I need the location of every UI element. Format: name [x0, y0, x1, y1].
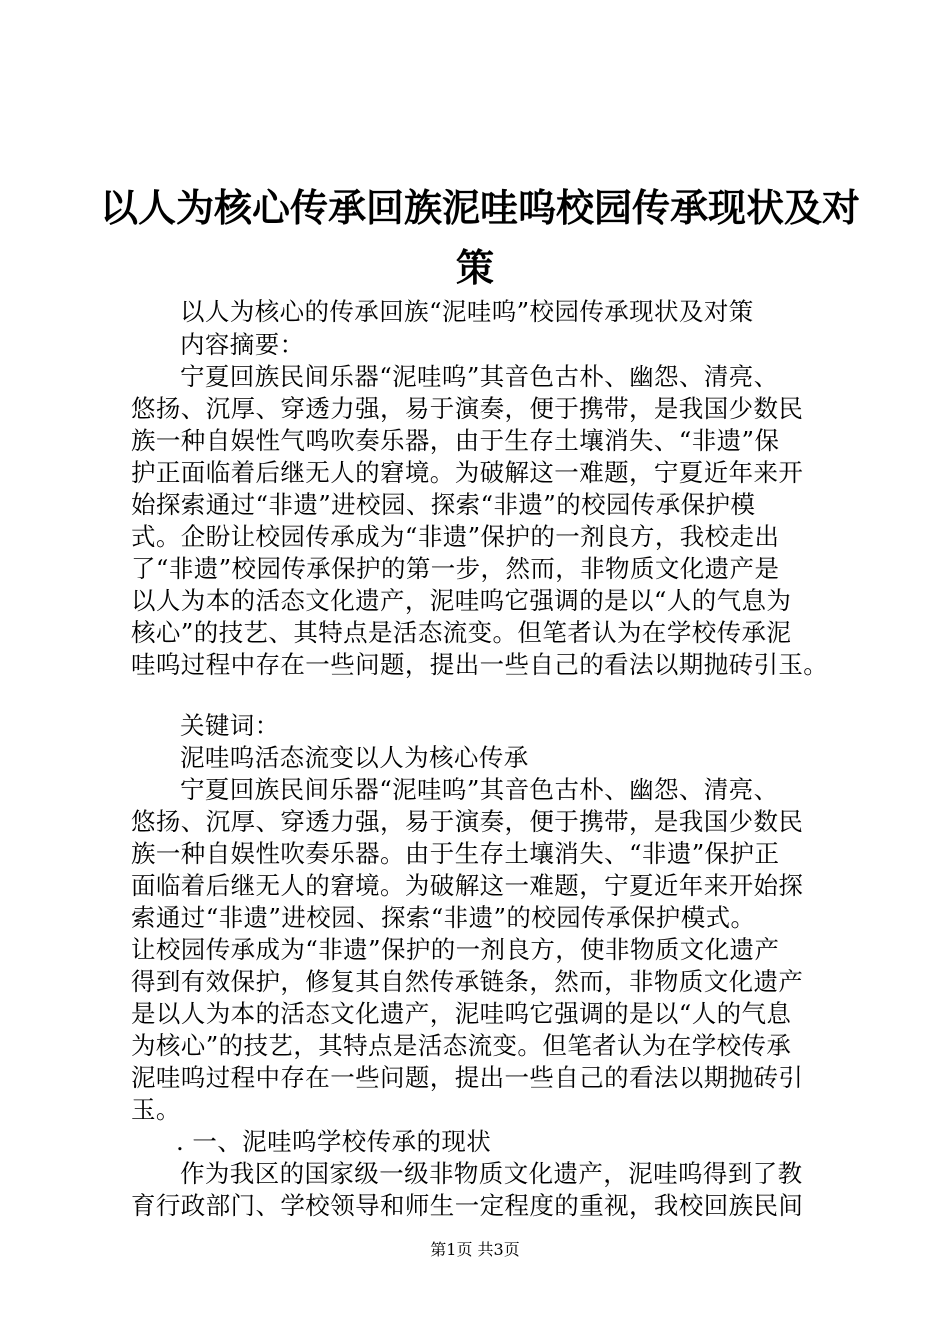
- document-title-line-2: 策: [455, 245, 494, 290]
- body-line: 泥哇呜过程中存在一些问题，提出一些自己的看法以期抛砖引: [131, 1063, 804, 1092]
- body-line: 作为我区的国家级一级非物质文化遗产，泥哇呜得到了教: [180, 1159, 803, 1188]
- body-line: 育行政部门、学校领导和师生一定程度的重视，我校回族民间: [131, 1191, 804, 1220]
- body-line: 让校园传承成为“非遗”保护的一剂良方，使非物质文化遗产: [131, 935, 780, 964]
- abstract-line: 护正面临着后继无人的窘境。为破解这一难题，宁夏近年来开: [131, 458, 804, 487]
- body-line: 得到有效保护，修复其自然传承链条，然而，非物质文化遗产: [131, 967, 804, 996]
- body-line: 族一种自娱性吹奏乐器。由于生存土壤消失、“非遗”保护正: [131, 839, 780, 868]
- abstract-line: 悠扬、沉厚、穿透力强，易于演奏，便于携带，是我国少数民: [131, 394, 804, 423]
- subtitle: 以人为核心的传承回族“泥哇呜”校园传承现状及对策: [180, 297, 754, 326]
- abstract-line: 哇呜过程中存在一些问题，提出一些自己的看法以期抛砖引玉。: [131, 650, 829, 679]
- abstract-heading: 内容摘要：: [180, 330, 305, 359]
- body-line: 索通过“非遗”进校园、探索“非遗”的校园传承保护模式。: [131, 903, 756, 932]
- keywords-line: 泥哇呜活态流变以人为核心传承: [180, 743, 529, 772]
- body-line: 是以人为本的活态文化遗产，泥哇呜它强调的是以“人的气息: [131, 999, 792, 1028]
- abstract-line: 以人为本的活态文化遗产，泥哇呜它强调的是以“人的气息为: [131, 586, 792, 615]
- body-line: 为核心”的技艺，其特点是活态流变。但笔者认为在学校传承: [131, 1031, 792, 1060]
- abstract-line: 宁夏回族民间乐器“泥哇呜”其音色古朴、幽怨、清亮、: [180, 362, 779, 391]
- keywords-heading: 关键词：: [180, 711, 280, 740]
- page-number-footer: 第1页 共3页: [430, 1240, 520, 1259]
- abstract-line: 式。企盼让校园传承成为“非遗”保护的一剂良方，我校走出: [131, 522, 780, 551]
- document-title-line-1: 以人为核心传承回族泥哇呜校园传承现状及对: [100, 185, 861, 230]
- abstract-line: 了“非遗”校园传承保护的第一步，然而，非物质文化遗产是: [131, 554, 780, 583]
- body-line: 面临着后继无人的窘境。为破解这一难题，宁夏近年来开始探: [131, 871, 804, 900]
- section-heading: . 一、泥哇呜学校传承的现状: [176, 1127, 492, 1156]
- abstract-line: 族一种自娱性气鸣吹奏乐器，由于生存土壤消失、“非遗”保: [131, 426, 780, 455]
- body-line: 玉。: [131, 1095, 181, 1124]
- body-line: 悠扬、沉厚、穿透力强，易于演奏，便于携带，是我国少数民: [131, 807, 804, 836]
- abstract-line: 核心”的技艺、其特点是活态流变。但笔者认为在学校传承泥: [131, 618, 792, 647]
- abstract-line: 始探索通过“非遗”进校园、探索“非遗”的校园传承保护模: [131, 490, 756, 519]
- body-line: 宁夏回族民间乐器“泥哇呜”其音色古朴、幽怨、清亮、: [180, 775, 779, 804]
